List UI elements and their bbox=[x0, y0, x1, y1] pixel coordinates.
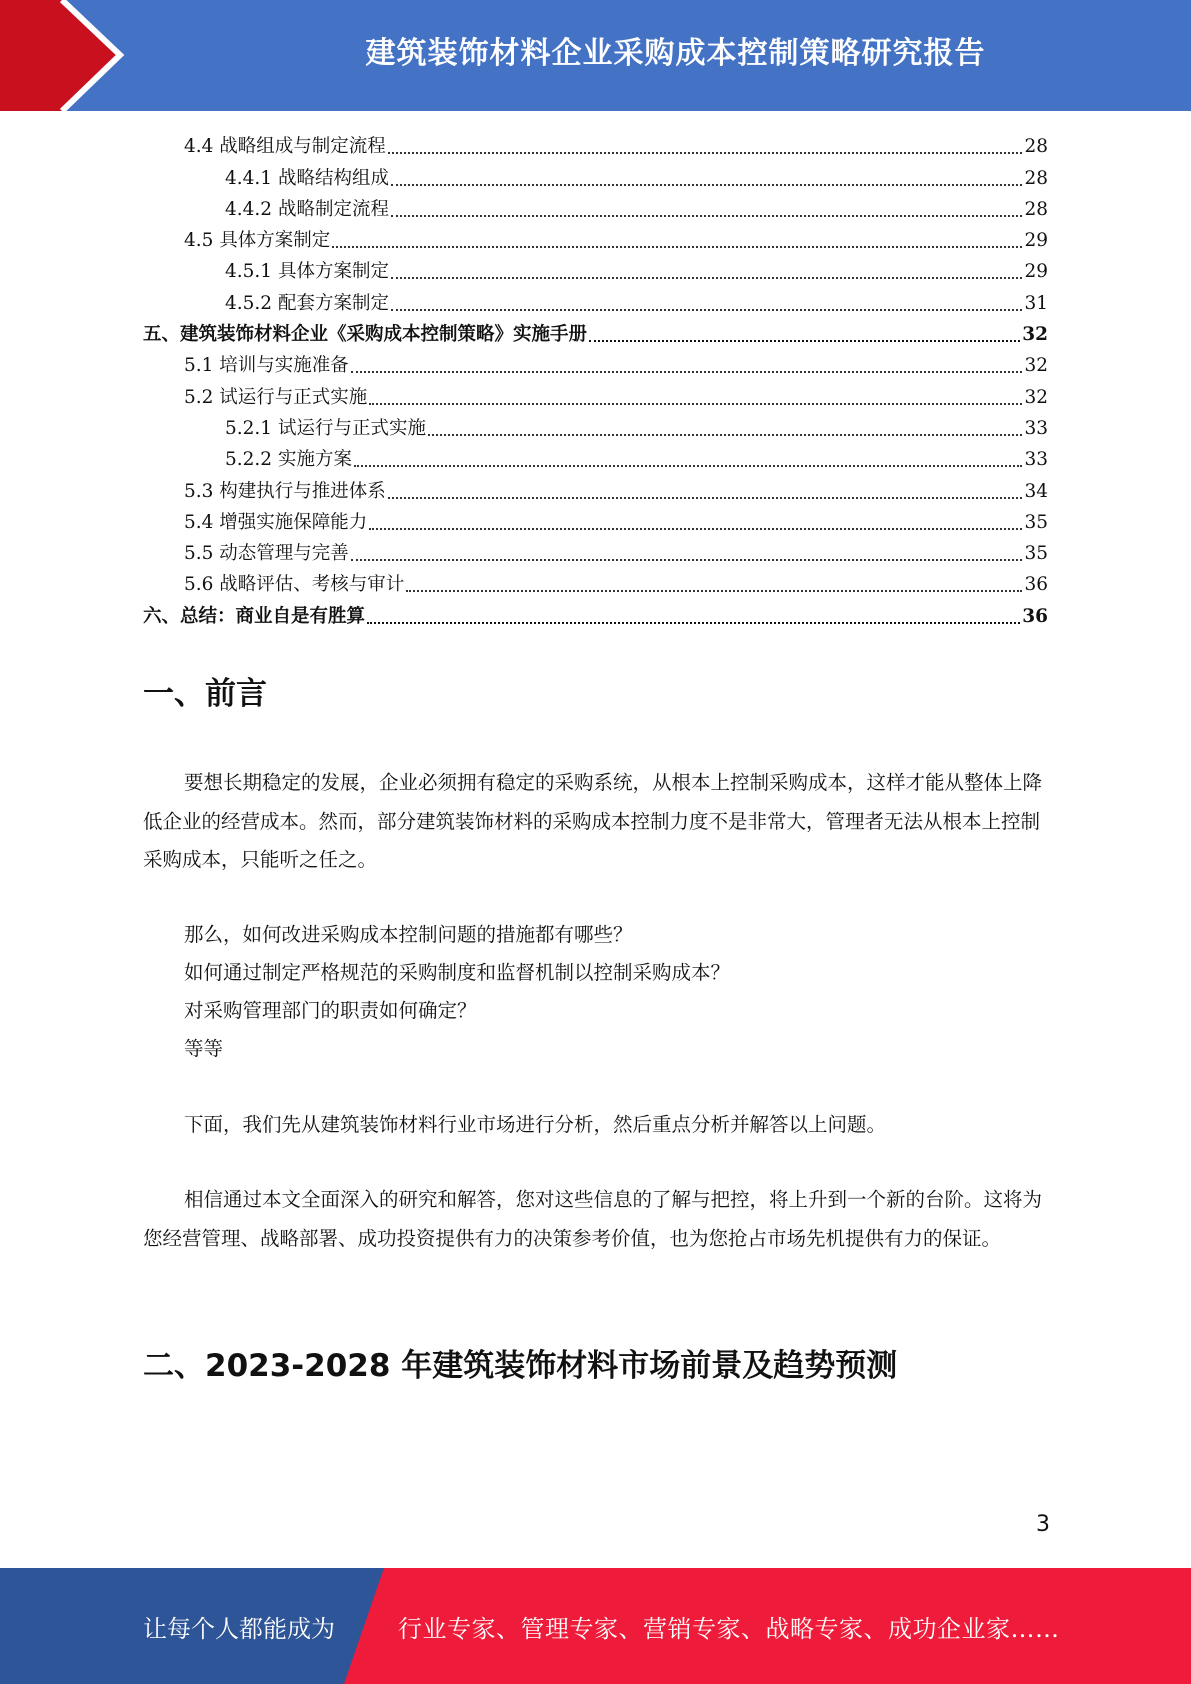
table-of-contents bbox=[143, 128, 1048, 629]
toc-entry-page: 32 bbox=[1024, 355, 1048, 377]
toc-entry-label: 5.5 动态管理与完善 bbox=[184, 543, 349, 565]
toc-dot-leader bbox=[391, 215, 1022, 217]
toc-dot-leader bbox=[406, 590, 1022, 592]
toc-dot-leader bbox=[388, 152, 1023, 154]
toc-entry[interactable] bbox=[143, 159, 1048, 190]
toc-entry-label: 4.5.1 具体方案制定 bbox=[225, 261, 389, 283]
toc-entry-page: 35 bbox=[1024, 511, 1048, 533]
toc-entry-label: 4.4.2 战略制定流程 bbox=[225, 198, 389, 220]
toc-entry[interactable] bbox=[143, 504, 1048, 535]
toc-dot-leader bbox=[351, 559, 1023, 561]
toc-entry-page: 32 bbox=[1024, 386, 1048, 408]
toc-dot-leader bbox=[369, 528, 1022, 530]
toc-dot-leader bbox=[332, 246, 1022, 248]
toc-entry-label: 4.5.2 配套方案制定 bbox=[225, 292, 389, 314]
toc-dot-leader bbox=[354, 465, 1023, 467]
toc-entry-label: 4.4 战略组成与制定流程 bbox=[184, 136, 386, 158]
toc-entry-page: 28 bbox=[1024, 167, 1048, 189]
section-heading-preface: 一、前言 bbox=[143, 676, 267, 712]
preface-question-4: 等等 bbox=[184, 1037, 224, 1060]
preface-paragraph-1: 要想长期稳定的发展，企业必须拥有稳定的采购系统，从根本上控制采购成本，这样才能从整体上降低企业的经营成本。然而，部分建筑装饰材料的采购成本控制力度不是非常大，管理者无法从根本上控制采购成本，只能听之任之。 bbox=[143, 771, 1043, 871]
toc-dot-leader bbox=[391, 184, 1022, 186]
toc-dot-leader bbox=[391, 277, 1022, 279]
preface-question-1: 那么，如何改进采购成本控制问题的措施都有哪些？ bbox=[184, 923, 633, 946]
footer-slogan-left: 让每个人都能成为 bbox=[143, 1614, 335, 1643]
toc-entry-page: 29 bbox=[1024, 261, 1048, 283]
toc-entry[interactable] bbox=[143, 441, 1048, 472]
toc-entry-page: 36 bbox=[1022, 605, 1048, 627]
toc-entry-page: 34 bbox=[1024, 480, 1048, 502]
preface-question-2: 如何通过制定严格规范的采购制度和监督机制以控制采购成本？ bbox=[184, 961, 731, 984]
toc-entry[interactable] bbox=[143, 378, 1048, 409]
report-title: 建筑装饰材料企业采购成本控制策略研究报告 bbox=[365, 36, 986, 71]
toc-entry-label: 4.5 具体方案制定 bbox=[184, 230, 331, 252]
toc-entry-page: 36 bbox=[1024, 574, 1048, 596]
toc-entry[interactable] bbox=[143, 191, 1048, 222]
toc-entry[interactable] bbox=[143, 316, 1048, 347]
toc-entry-page: 28 bbox=[1024, 136, 1048, 158]
toc-dot-leader bbox=[589, 340, 1020, 342]
toc-entry[interactable] bbox=[143, 222, 1048, 253]
toc-entry-label: 5.6 战略评估、考核与审计 bbox=[184, 574, 405, 596]
toc-entry[interactable] bbox=[143, 284, 1048, 315]
page-number: 3 bbox=[1036, 1512, 1050, 1537]
toc-entry-page: 31 bbox=[1024, 292, 1048, 314]
toc-entry[interactable] bbox=[143, 566, 1048, 597]
toc-entry[interactable] bbox=[143, 128, 1048, 159]
footer-slogan-right: 行业专家、管理专家、营销专家、战略专家、成功企业家…… bbox=[398, 1614, 1060, 1643]
page-header bbox=[0, 0, 1191, 111]
toc-dot-leader bbox=[388, 497, 1023, 499]
page-footer bbox=[0, 1568, 1191, 1684]
toc-entry-label: 5.3 构建执行与推进体系 bbox=[184, 480, 386, 502]
toc-entry-page: 29 bbox=[1024, 230, 1048, 252]
toc-entry[interactable] bbox=[143, 347, 1048, 378]
toc-dot-leader bbox=[369, 403, 1022, 405]
toc-entry-label: 5.2 试运行与正式实施 bbox=[184, 386, 368, 408]
toc-entry[interactable] bbox=[143, 410, 1048, 441]
toc-dot-leader bbox=[428, 434, 1022, 436]
preface-paragraph-3: 相信通过本文全面深入的研究和解答，您对这些信息的了解与把控，将上升到一个新的台阶。这将为您经营管理、战略部署、成功投资提供有力的决策参考价值，也为您抢占市场先机提供有力的保证。 bbox=[143, 1188, 1043, 1250]
toc-dot-leader bbox=[367, 622, 1020, 624]
header-chevron-decoration bbox=[0, 0, 160, 111]
toc-entry[interactable] bbox=[143, 472, 1048, 503]
toc-entry-page: 33 bbox=[1024, 449, 1048, 471]
toc-entry-page: 32 bbox=[1022, 324, 1048, 346]
toc-entry-label: 5.2.2 实施方案 bbox=[225, 449, 352, 471]
section-heading-market-outlook: 二、2023-2028 年建筑装饰材料市场前景及趋势预测 bbox=[143, 1348, 898, 1384]
preface-paragraph-2: 下面，我们先从建筑装饰材料行业市场进行分析，然后重点分析并解答以上问题。 bbox=[184, 1113, 887, 1136]
toc-entry-page: 28 bbox=[1024, 198, 1048, 220]
toc-entry-label: 六、总结：商业自是有胜算 bbox=[143, 605, 366, 627]
toc-entry[interactable] bbox=[143, 535, 1048, 566]
preface-question-3: 对采购管理部门的职责如何确定？ bbox=[184, 999, 477, 1022]
toc-dot-leader bbox=[351, 371, 1023, 373]
toc-entry-label: 5.4 增强实施保障能力 bbox=[184, 511, 368, 533]
toc-entry-label: 5.1 培训与实施准备 bbox=[184, 355, 349, 377]
toc-entry-label: 五、建筑装饰材料企业《采购成本控制策略》实施手册 bbox=[143, 324, 588, 346]
toc-entry-page: 33 bbox=[1024, 417, 1048, 439]
toc-entry-page: 35 bbox=[1024, 543, 1048, 565]
toc-entry[interactable] bbox=[143, 253, 1048, 284]
toc-entry[interactable] bbox=[143, 597, 1048, 628]
toc-entry-label: 5.2.1 试运行与正式实施 bbox=[225, 417, 426, 439]
toc-entry-label: 4.4.1 战略结构组成 bbox=[225, 167, 389, 189]
toc-dot-leader bbox=[391, 309, 1022, 311]
